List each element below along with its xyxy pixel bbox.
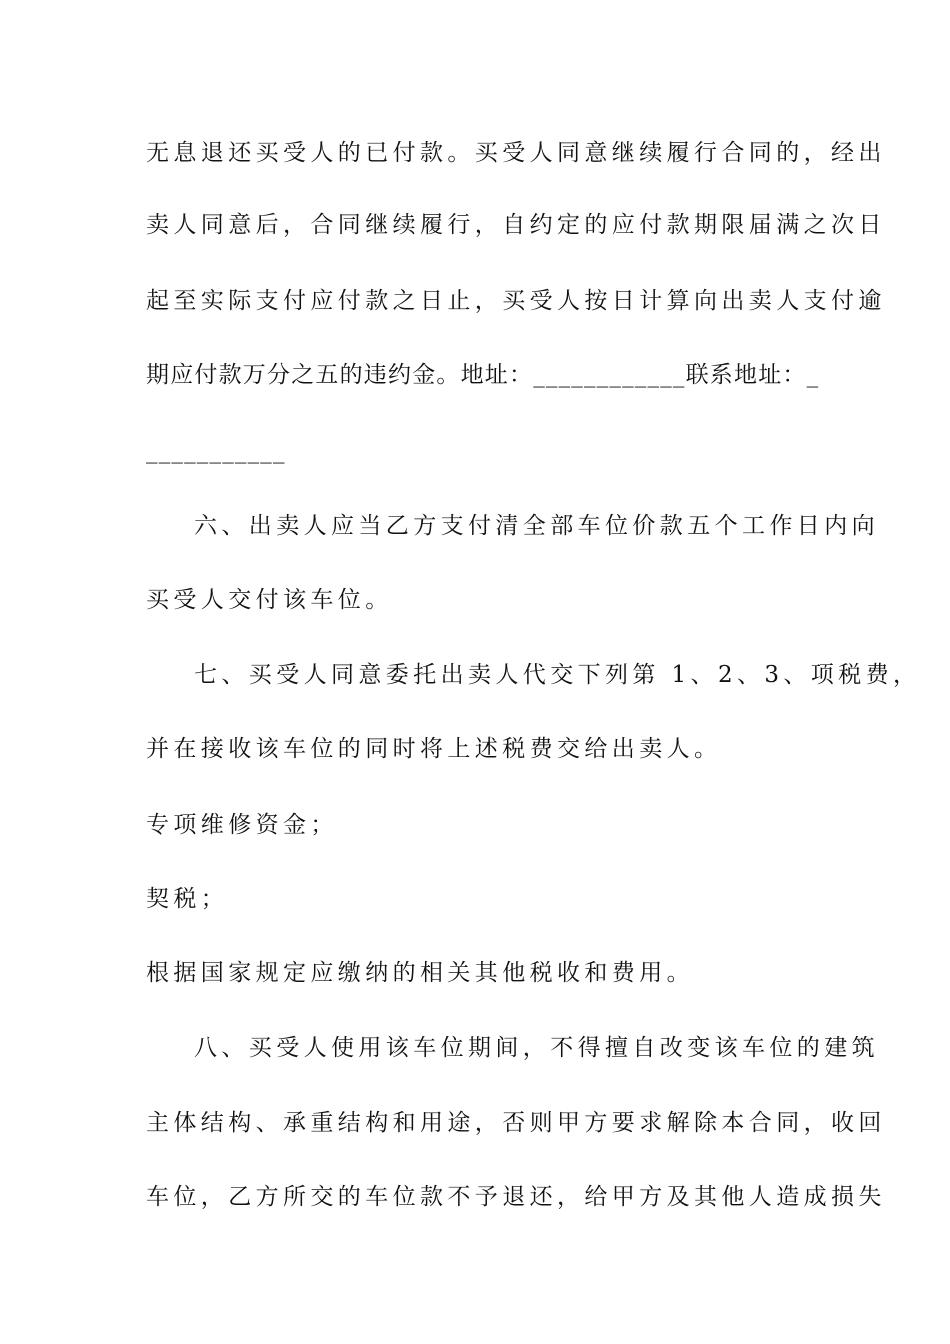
paragraph-line: 卖人同意后，合同继续履行，自约定的应付款期限届满之次日 [146, 212, 886, 238]
paragraph-line: 车位，乙方所交的车位款不予退还，给甲方及其他人造成损失 [146, 1184, 886, 1210]
section-six-line: 六、出卖人应当乙方支付清全部车位价款五个工作日内向 [194, 513, 879, 539]
section-seven-line: 七、买受人同意委托出卖人代交下列第 1、2、3、项税费， [194, 662, 921, 688]
address-continuation-line: ___________ [146, 438, 286, 464]
address-line: 期应付款万分之五的违约金。地址：____________联系地址：_ [146, 362, 820, 388]
list-item: 根据国家规定应缴纳的相关其他税收和费用。 [146, 960, 694, 986]
paragraph-line: 并在接收该车位的同时将上述税费交给出卖人。 [146, 736, 722, 762]
list-item: 契税； [146, 886, 229, 912]
list-item: 专项维修资金； [146, 812, 338, 838]
paragraph-line: 起至实际支付应付款之日止，买受人按日计算向出卖人支付逾 [146, 288, 886, 314]
paragraph-line: 无息退还买受人的已付款。买受人同意继续履行合同的，经出 [146, 140, 886, 166]
paragraph-line: 主体结构、承重结构和用途，否则甲方要求解除本合同，收回 [146, 1110, 886, 1136]
section-eight-line: 八、买受人使用该车位期间，不得擅自改变该车位的建筑 [194, 1035, 879, 1061]
paragraph-line: 买受人交付该车位。 [146, 587, 393, 613]
